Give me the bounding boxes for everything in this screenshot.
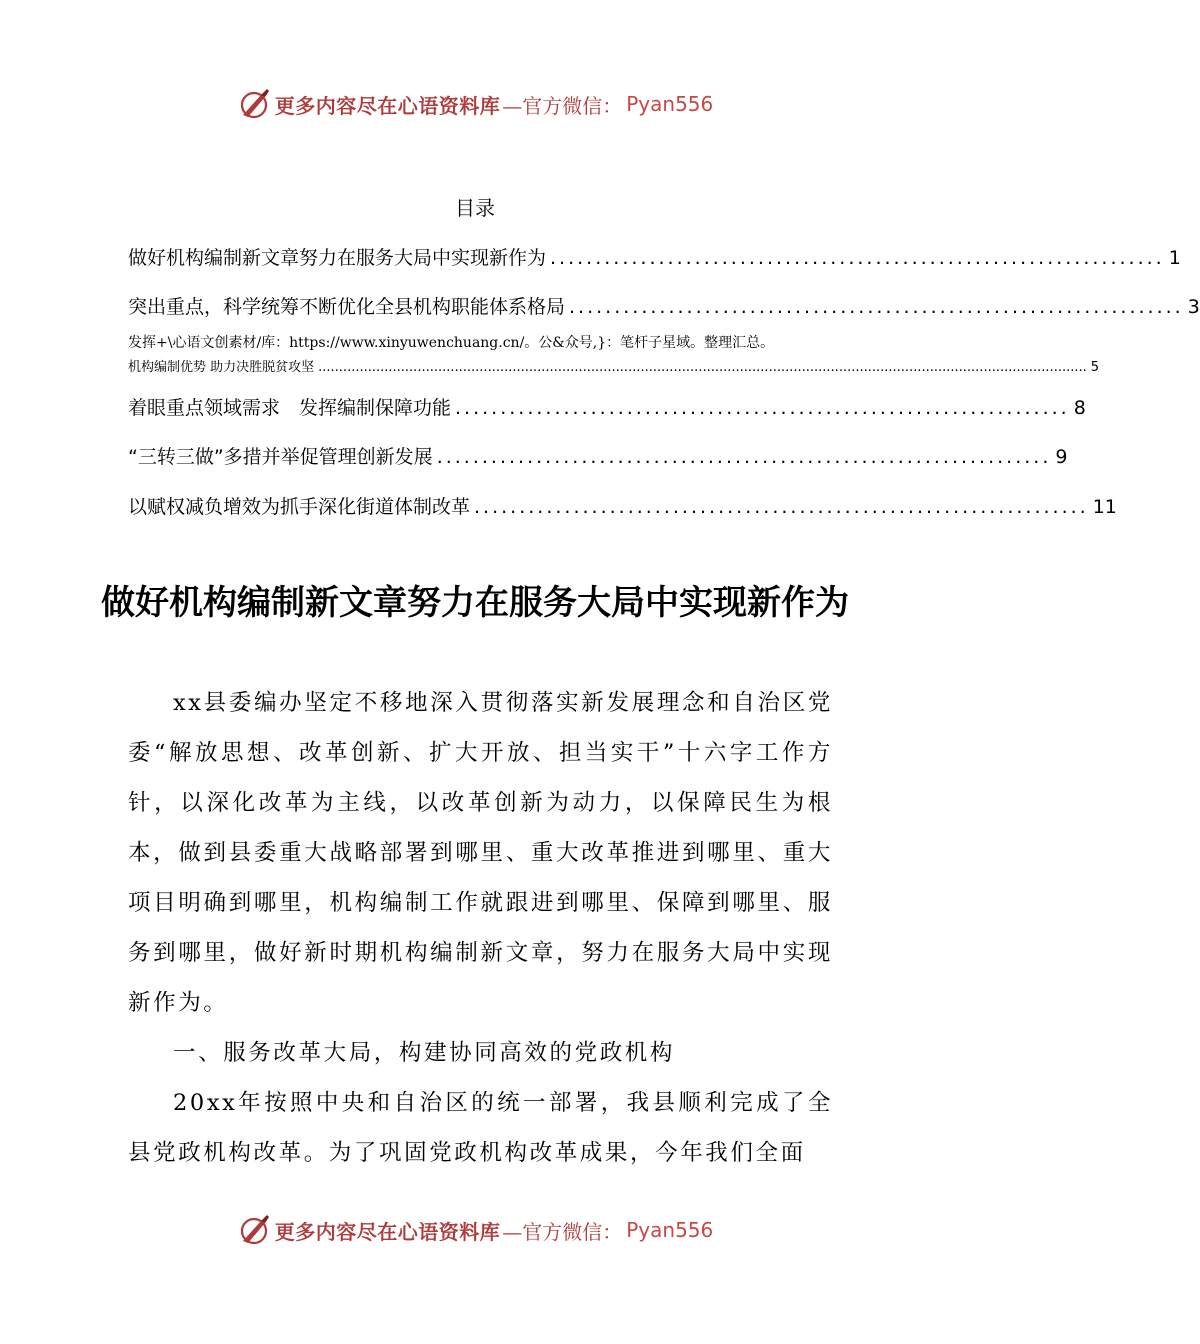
banner-wechat-label: —官方微信： — [502, 93, 623, 118]
section-heading: 一、服务改革大局，构建协同高效的党政机构 — [173, 1040, 676, 1066]
toc-leader: .................................................................... — [436, 446, 1052, 468]
toc-entry[interactable] — [128, 243, 1181, 270]
footer-banner — [0, 1210, 950, 1250]
body-paragraph: 20xx年按照中央和自治区的统一部署，我县顺利完成了全县党政机构改革。为了巩固党政机构改革成果，今年我们全面 — [128, 1090, 833, 1166]
toc-entry[interactable] — [128, 442, 1068, 469]
toc-entry-page: 3 — [1187, 296, 1200, 318]
pen-logo-icon — [237, 1213, 271, 1247]
body-paragraph: xx县委编办坚定不移地深入贯彻落实新发展理念和自治区党委“解放思想、改革创新、扩大开放、担当实干”十六字工作方针，以深化改革为主线，以改革创新为动力，以保障民生为根本，做到县委重大战略部署到哪里、重大改革推进到哪里、重大项目明确到哪里，机构编制工作就跟进到哪里、保障到哪里、服务到哪里，做好新时期机构编制新文章，努力在服务大局中实现新作为。 — [128, 690, 833, 1016]
toc-entry[interactable] — [128, 292, 1200, 319]
toc-entry-title: 机构编制优势 助力决胜脱贫攻坚 — [128, 360, 315, 375]
toc-entry[interactable] — [128, 393, 1086, 420]
toc-entry-title: 突出重点，科学统筹不断优化全县机构职能体系格局 — [128, 296, 566, 318]
toc-entry[interactable] — [128, 492, 1117, 519]
toc-entry-title: 着眼重点领域需求 发挥编制保障功能 — [128, 397, 452, 419]
toc-source-note: 发挥+\心语文创素材/库：https://www.xinyuwenchuang.cn/。公&众号,}：笔杆子星域。整理汇总。 — [128, 335, 775, 351]
toc-entry-title: “三转三做”多措并举促管理创新发展 — [128, 446, 433, 468]
toc-leader: .................................................................... — [569, 296, 1184, 318]
toc-leader: .................................................................... — [550, 247, 1165, 269]
toc-entry-title: 以赋权减负增效为抓手深化街道体制改革 — [128, 496, 471, 518]
toc-entry-page: 9 — [1055, 446, 1068, 468]
header-banner — [0, 84, 950, 124]
toc-leader: .................................................................... — [455, 397, 1070, 419]
toc-entry-title: 做好机构编制新文章努力在服务大局中实现新作为 — [128, 247, 547, 269]
banner-text: 更多内容尽在心语资料库 — [274, 1219, 501, 1244]
article-title: 做好机构编制新文章努力在服务大局中实现新作为 — [101, 583, 849, 623]
toc-leader: .................................................................... — [474, 496, 1089, 518]
banner-wechat-id: Pyan556 — [626, 1218, 714, 1242]
pen-logo-icon — [237, 87, 271, 121]
toc-leader: .......................................................................................................................................................................................... — [318, 360, 1087, 375]
banner-wechat-label: —官方微信： — [502, 1219, 623, 1244]
toc-entry-page: 5 — [1090, 360, 1100, 375]
toc-entry-page: 11 — [1092, 496, 1117, 518]
banner-wechat-id: Pyan556 — [626, 92, 714, 116]
banner-text: 更多内容尽在心语资料库 — [274, 93, 501, 118]
toc-entry-page: 1 — [1168, 247, 1181, 269]
toc-entry[interactable] — [128, 356, 1100, 375]
toc-title: 目录 — [455, 196, 495, 220]
toc-entry-page: 8 — [1073, 397, 1086, 419]
